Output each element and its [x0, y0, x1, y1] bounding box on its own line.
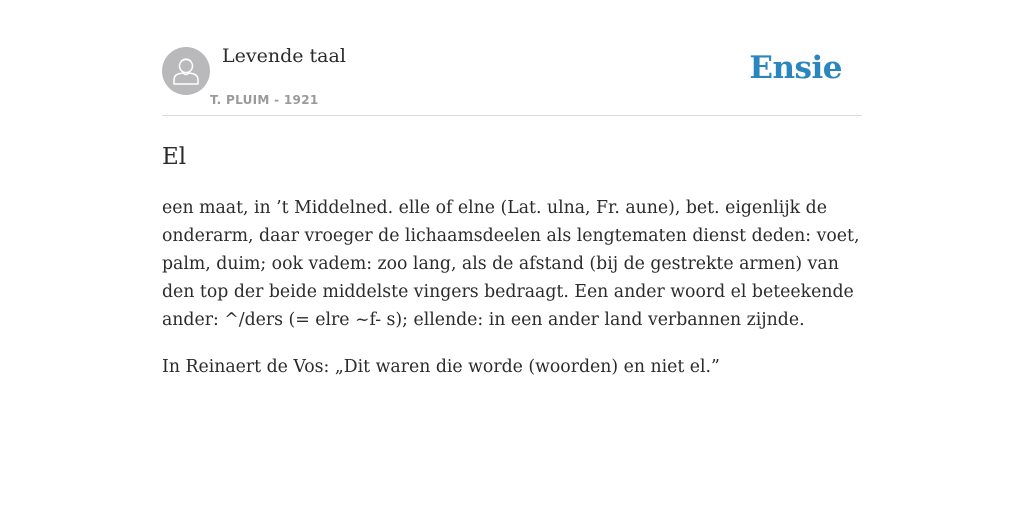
entry-title: El: [162, 144, 187, 170]
entry-card: [162, 0, 862, 381]
author-year: T. PLUIM - 1921: [210, 93, 319, 107]
entry-paragraph: een maat, in ’t Middelned. elle of elne (Lat. ulna, Fr. aune), bet. eigenlijk de onderarm, daar vroeger de lichaamsdeelen als lengtematen dienst deden: voet, palm, duim; ook vadem: zoo lang, als de afstand (bij de gestrekte armen) van den top der beide middelste vingers bedraagt. Een ander woord el beteekende ander: ^/ders (= elre ~f- s); ellende: in een ander land verbannen zijnde.: [162, 198, 860, 330]
source-title[interactable]: Levende taal: [222, 45, 346, 67]
entry-header: [162, 0, 862, 116]
avatar[interactable]: [162, 47, 210, 95]
user-silhouette-icon: [162, 47, 210, 95]
brand-logo[interactable]: Ensie: [749, 50, 842, 86]
entry-paragraph: In Reinaert de Vos: „Dit waren die worde (woorden) en niet el.”: [162, 357, 720, 377]
